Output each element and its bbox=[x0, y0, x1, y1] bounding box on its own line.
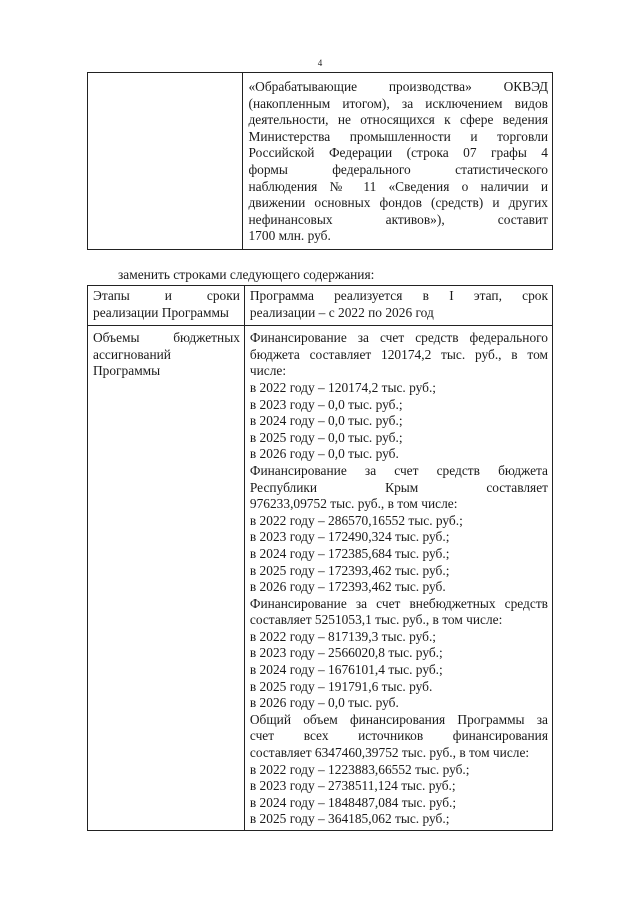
value-line: составляет 5251053,1 тыс. руб., в том числе: bbox=[249, 612, 503, 628]
row-label-funding bbox=[88, 326, 245, 831]
program-passport-table bbox=[87, 285, 553, 831]
value-line: Программа реализуется в I этап, срок bbox=[249, 288, 548, 303]
top-line: «Обрабатывающие производства» ОКВЭД bbox=[248, 79, 548, 94]
label-line: Этапы и сроки bbox=[93, 288, 240, 303]
value-line: счет всех источников финансирования bbox=[249, 728, 548, 744]
top-line: Российской Федерации (строка 07 графы 4 bbox=[248, 145, 548, 161]
top-line: (накопленным итогом), за исключением видов bbox=[248, 95, 548, 111]
value-line: в 2024 году – 1676101,4 тыс. руб.; bbox=[249, 662, 443, 678]
top-line: Министерства промышленности и торговли bbox=[248, 128, 548, 144]
value-line: Финансирование за счет средств федерального bbox=[249, 330, 548, 346]
label-line: Программы bbox=[93, 363, 161, 379]
value-line: в 2023 году – 172490,324 тыс. руб.; bbox=[249, 529, 450, 545]
row-value-funding bbox=[244, 326, 552, 831]
value-line: в 2022 году – 1223883,66552 тыс. руб.; bbox=[249, 761, 470, 777]
top-line: формы федерального статистического bbox=[248, 161, 548, 177]
top-table-empty-cell bbox=[88, 73, 243, 250]
value-line: в 2024 году – 1848487,084 тыс. руб.; bbox=[249, 794, 457, 810]
value-line: Республики Крым составляет bbox=[249, 479, 548, 495]
top-line: нефинансовых активов»), составит bbox=[248, 211, 548, 227]
top-line: движении основных фондов (средств) и других bbox=[248, 195, 548, 211]
value-line: в 2023 году – 0,0 тыс. руб.; bbox=[249, 396, 403, 412]
top-line: наблюдения № 11 «Сведения о наличии и bbox=[248, 178, 548, 194]
value-line: бюджета составляет 120174,2 тыс. руб., в том bbox=[249, 346, 548, 362]
value-line: Финансирование за счет внебюджетных средств bbox=[249, 595, 548, 611]
table-row-funding bbox=[88, 326, 553, 831]
value-line: в 2025 году – 172393,462 тыс. руб.; bbox=[249, 562, 450, 578]
value-line: 976233,09752 тыс. руб., в том числе: bbox=[249, 496, 458, 512]
value-line: реализации – с 2022 по 2026 год bbox=[249, 304, 434, 320]
value-line: в 2022 году – 817139,3 тыс. руб.; bbox=[249, 628, 437, 644]
value-line: в 2023 году – 2738511,124 тыс. руб.; bbox=[249, 778, 456, 794]
value-line: составляет 6347460,39752 тыс. руб., в том числе: bbox=[249, 745, 530, 761]
label-line: Объемы бюджетных bbox=[93, 330, 240, 346]
value-line: в 2025 году – 364185,062 тыс. руб.; bbox=[249, 811, 450, 827]
top-table-fragment bbox=[87, 72, 553, 250]
top-line: деятельности, не относящихся к сфере ведения bbox=[248, 112, 548, 128]
value-line: в 2024 году – 172385,684 тыс. руб.; bbox=[249, 545, 450, 561]
top-line: 1700 млн. руб. bbox=[248, 228, 331, 244]
value-line: в 2026 году – 0,0 тыс. руб. bbox=[249, 446, 399, 462]
top-table-text-cell bbox=[243, 73, 553, 250]
label-line: ассигнований bbox=[93, 346, 171, 362]
row-value-stages bbox=[244, 286, 552, 326]
value-line: в 2023 году – 2566020,8 тыс. руб.; bbox=[249, 645, 443, 661]
value-line: в 2022 году – 286570,16552 тыс. руб.; bbox=[249, 512, 463, 528]
value-line: в 2025 году – 191791,6 тыс. руб. bbox=[249, 678, 433, 694]
value-line: Финансирование за счет средств бюджета bbox=[249, 462, 548, 478]
row-label-stages bbox=[88, 286, 245, 326]
value-line: в 2024 году – 0,0 тыс. руб.; bbox=[249, 413, 403, 429]
value-line: в 2022 году – 120174,2 тыс. руб.; bbox=[249, 379, 437, 395]
value-line: числе: bbox=[249, 363, 287, 379]
page-number: 4 bbox=[317, 58, 323, 68]
value-line: в 2026 году – 172393,462 тыс. руб. bbox=[249, 579, 446, 595]
intro-text: заменить строками следующего содержания: bbox=[118, 267, 375, 282]
value-line: Общий объем финансирования Программы за bbox=[249, 711, 548, 727]
label-line: реализации Программы bbox=[93, 304, 229, 320]
table-row-stages bbox=[88, 286, 553, 326]
value-line: в 2025 году – 0,0 тыс. руб.; bbox=[249, 429, 403, 445]
value-line: в 2026 году – 0,0 тыс. руб. bbox=[249, 695, 399, 711]
